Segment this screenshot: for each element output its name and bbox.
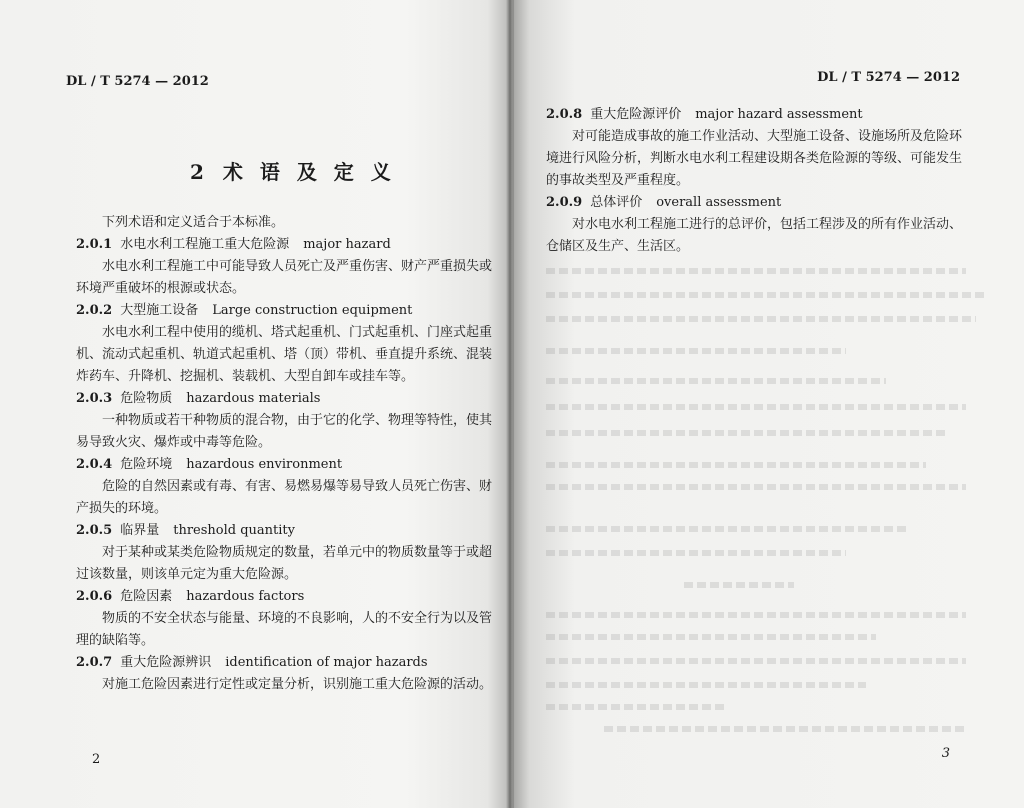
term-definition: 对于某种或某类危险物质规定的数量，若单元中的物质数量等于或超过该数量，则该单元定为重大危险源。 bbox=[76, 545, 493, 582]
show-through-line bbox=[546, 378, 886, 384]
term-number: 2.0.8 bbox=[546, 107, 583, 122]
left-page bbox=[0, 0, 508, 808]
right-page-header: DL / T 5274 — 2012 bbox=[817, 70, 960, 85]
term-number: 2.0.3 bbox=[76, 391, 113, 406]
chapter-title-text: 术 语 及 定 义 bbox=[222, 160, 396, 184]
term-name-cn: 大型施工设备 bbox=[120, 303, 199, 318]
left-page-number: 2 bbox=[92, 752, 101, 767]
term-heading bbox=[76, 234, 492, 256]
term-name-en: overall assessment bbox=[656, 195, 782, 210]
term-heading bbox=[76, 454, 492, 476]
term-number: 2.0.4 bbox=[76, 457, 113, 472]
show-through-line bbox=[546, 268, 966, 274]
term-name-cn: 临界量 bbox=[120, 523, 160, 538]
left-page-content bbox=[76, 212, 492, 696]
term-entry bbox=[76, 652, 492, 696]
term-name-cn: 重大危险源辨识 bbox=[120, 655, 212, 670]
term-name-cn: 重大危险源评价 bbox=[590, 107, 682, 122]
term-number: 2.0.7 bbox=[76, 655, 113, 670]
show-through-line bbox=[684, 582, 794, 588]
show-through-line bbox=[546, 682, 866, 688]
term-entry bbox=[76, 520, 492, 586]
show-through-line bbox=[546, 612, 966, 618]
term-name-cn: 危险物质 bbox=[120, 391, 173, 406]
term-heading bbox=[76, 586, 492, 608]
term-number: 2.0.9 bbox=[546, 195, 583, 210]
term-heading bbox=[546, 104, 962, 126]
term-heading bbox=[76, 520, 492, 542]
term-number: 2.0.1 bbox=[76, 237, 113, 252]
term-heading bbox=[76, 300, 492, 322]
term-entry bbox=[76, 586, 492, 652]
show-through-line bbox=[546, 348, 846, 354]
chapter-number: 2 bbox=[190, 160, 209, 184]
term-definition: 水电水利工程中使用的缆机、塔式起重机、门式起重机、门座式起重机、流动式起重机、轨道式起重机、塔（顶）带机、垂直提升系统、混装炸药车、升降机、挖掘机、装载机、大型自卸车或挂车等。 bbox=[76, 325, 493, 384]
term-entry bbox=[546, 192, 962, 258]
show-through-line bbox=[546, 484, 966, 490]
term-definition: 对水电水利工程施工进行的总评价，包括工程涉及的所有作业活动、仓储区及生产、生活区。 bbox=[546, 217, 963, 254]
term-name-en: major hazard bbox=[303, 237, 391, 252]
show-through-line bbox=[546, 462, 926, 468]
term-entry bbox=[76, 388, 492, 454]
term-name-en: threshold quantity bbox=[173, 523, 295, 538]
term-name-cn: 危险因素 bbox=[120, 589, 173, 604]
show-through-line bbox=[546, 404, 966, 410]
term-heading bbox=[546, 192, 962, 214]
show-through-line bbox=[546, 430, 946, 436]
term-name-en: identification of major hazards bbox=[225, 655, 428, 670]
show-through-line bbox=[546, 316, 976, 322]
show-through-line bbox=[546, 292, 986, 298]
term-definition: 对可能造成事故的施工作业活动、大型施工设备、设施场所及危险环境进行风险分析，判断水电水利工程建设期各类危险源的等级、可能发生的事故类型及严重程度。 bbox=[546, 129, 963, 188]
term-name-cn: 总体评价 bbox=[590, 195, 643, 210]
term-entry bbox=[76, 234, 492, 300]
term-definition: 一种物质或若干种物质的混合物，由于它的化学、物理等特性，使其易导致火灾、爆炸或中毒等危险。 bbox=[76, 413, 493, 450]
right-page-number: 3 bbox=[941, 746, 950, 761]
term-name-en: Large construction equipment bbox=[212, 303, 413, 318]
show-through-line bbox=[546, 634, 876, 640]
show-through-line bbox=[604, 726, 964, 732]
term-number: 2.0.2 bbox=[76, 303, 113, 318]
show-through-line bbox=[546, 704, 726, 710]
term-entry bbox=[76, 454, 492, 520]
intro-paragraph: 下列术语和定义适合于本标准。 bbox=[102, 215, 285, 230]
chapter-title bbox=[190, 156, 396, 185]
term-name-en: hazardous factors bbox=[186, 589, 305, 604]
show-through-line bbox=[546, 658, 966, 664]
term-name-en: major hazard assessment bbox=[695, 107, 863, 122]
term-entry bbox=[546, 104, 962, 192]
right-page-content bbox=[546, 104, 962, 258]
term-name-cn: 危险环境 bbox=[120, 457, 173, 472]
term-definition: 对施工危险因素进行定性或定量分析，识别施工重大危险源的活动。 bbox=[102, 677, 493, 692]
term-definition: 水电水利工程施工中可能导致人员死亡及严重伤害、财产严重损失或环境严重破坏的根源或状态。 bbox=[76, 259, 493, 296]
term-number: 2.0.6 bbox=[76, 589, 113, 604]
show-through-line bbox=[546, 526, 906, 532]
term-definition: 物质的不安全状态与能量、环境的不良影响，人的不安全行为以及管理的缺陷等。 bbox=[76, 611, 493, 648]
term-definition: 危险的自然因素或有毒、有害、易燃易爆等易导致人员死亡伤害、财产损失的环境。 bbox=[76, 479, 493, 516]
right-page bbox=[512, 0, 1024, 808]
term-name-en: hazardous environment bbox=[186, 457, 343, 472]
term-heading bbox=[76, 388, 492, 410]
left-page-header: DL / T 5274 — 2012 bbox=[66, 74, 209, 89]
term-entry bbox=[76, 300, 492, 388]
term-number: 2.0.5 bbox=[76, 523, 113, 538]
term-heading bbox=[76, 652, 492, 674]
term-name-cn: 水电水利工程施工重大危险源 bbox=[120, 237, 290, 252]
term-name-en: hazardous materials bbox=[186, 391, 321, 406]
show-through-line bbox=[546, 550, 846, 556]
